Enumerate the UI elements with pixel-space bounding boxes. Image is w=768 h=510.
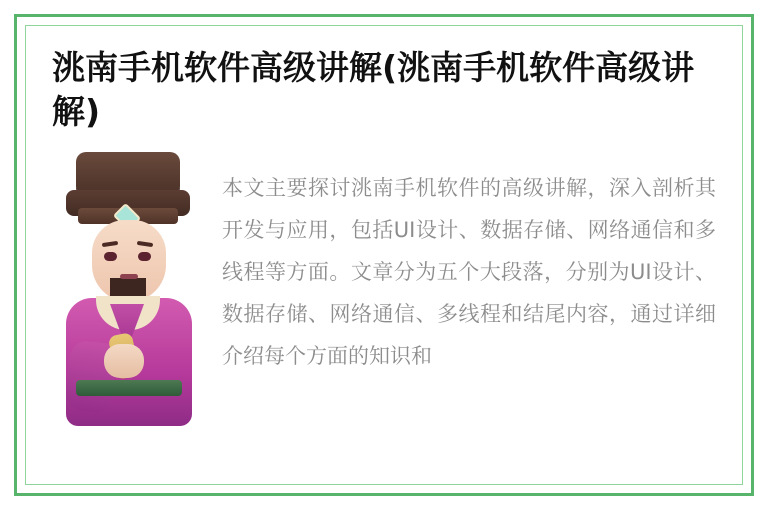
belt-icon [76,380,182,396]
article-paragraph: 本文主要探讨洮南手机软件的高级讲解，深入剖析其开发与应用，包括UI设计、数据存储、网络通信和多线程等方面。文章分为五个大段落，分别为UI设计、数据存储、网络通信、多线程和结尾内容，通过详细介绍每个方面的知识和 [222,176,716,368]
hands-icon [104,344,144,378]
mouth-icon [120,274,138,279]
page-title: 洮南手机软件高级讲解(洮南手机软件高级讲解) [52,48,695,131]
hat-top-icon [76,152,180,192]
eye-right-icon [138,252,151,261]
inner-green-border [25,25,743,485]
eye-left-icon [104,252,117,261]
outer-green-border [14,14,754,496]
character-illustration [52,146,204,426]
article-body-row [52,146,716,426]
